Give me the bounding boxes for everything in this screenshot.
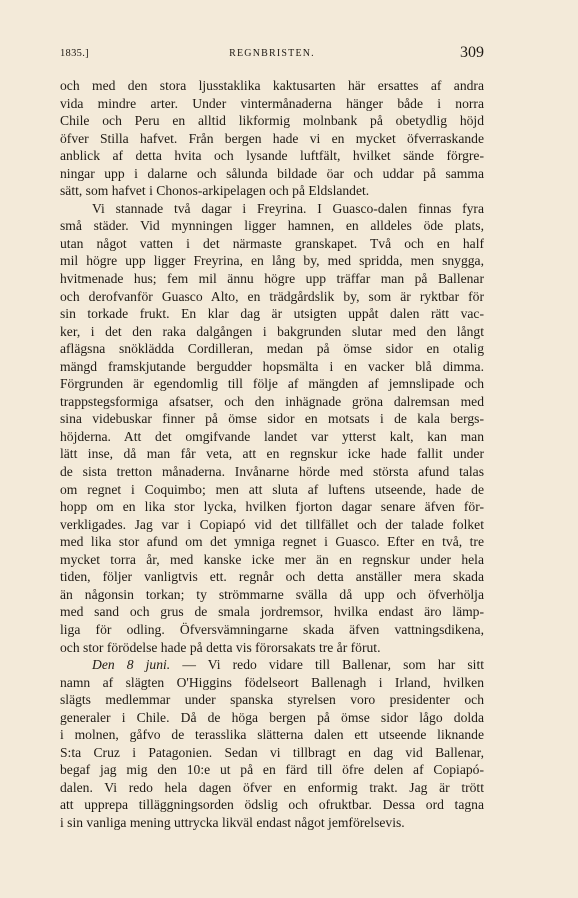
text-line: namn af slägten O'Higgins födelseort Ballenagh i Irland, hvilken [60,674,484,690]
date-heading: Den 8 juni. [92,657,171,673]
header-year: 1835.] [60,48,89,59]
text-line-remainder: — Vi redo vidare till Ballenar, som har sitt [182,657,485,673]
text-line: Vi stannade två dagar i Freyrina. I Guasco-dalen finnas fyra [92,200,484,216]
text-line: sina videbuskar finner på ömse sidor en motsats i de kala bergs- [60,411,484,427]
text-line: dalen. Vi redo hela dagen öfver en enformig trakt. Jag är trött [60,779,484,795]
text-line: aflägsna snöklädda Cordilleran, medan på ömse sidor en otalig [60,341,484,357]
text-line: Förgrunden är egendomlig till följe af mängden af jemnslipade och [60,376,484,392]
text-line: än någonsin torkan; ty strömmarne svälla då upp och öfverhölja [60,586,484,602]
text-line: liga för odling. Öfversvämningarne skada äfven vattningsdikena, [60,621,484,637]
text-line: med sand och grus de smala jordremsor, hvilka endast äro lämp- [60,604,484,620]
text-line: sin torkade frukt. En klar dag är utsigten uppåt dalen rätt vac- [60,306,484,322]
page-number: 309 [460,44,484,61]
text-line: vida mindre arter. Under vintermånaderna hänger både i norra [60,95,484,111]
running-header [60,44,484,66]
text-line: lätt inse, då man får veta, att en regnskur icke hade fallit under [60,446,484,462]
text-line: S:ta Cruz i Patagonien. Sedan vi tillbragt en dag vid Ballenar, [60,744,484,760]
text-line: små städer. Vid mynningen ligger hamnen, en alldeles öde plats, [60,218,484,234]
text-line: hopp om en lika stor lycka, hvilken fjorton dagar senare äfven för- [60,499,484,515]
text-line: ker, i det den raka dalgången i bakgrunden slutar med den långt [60,323,484,339]
text-line: de sista tretton månaderna. Invånarne hörde med största afund talas [60,464,484,480]
text-line: att upprepa tilläggningsorden ödslig och ofruktbar. Dessa ord tagna [60,797,484,813]
text-line: med lika stor afund om det ymniga regnet i Guasco. Efter en två, tre [60,534,484,550]
text-line: anblick af detta hvita och lysande luftfält, hvilket sände förgre- [60,148,484,164]
text-line: mycket torra år, med kanske icke mer än en regnskur under hela [60,551,484,567]
text-line: sätt, som hafvet i Chonos-arkipelagen och på Eldslandet. [60,183,370,199]
text-line: ningar upp i dalarne och sålunda bildade öar och uddar på samma [60,165,484,181]
text-line: och derofvanför Guasco Alto, en trädgårdslik by, som är ryktbar för [60,288,484,304]
text-line: i molnen, gåfvo de terasslika slätterna dalen ett utseende liknande [60,727,484,743]
text-line: hvitmenade hus; fem mil ännu högre upp träffar man på Ballenar [60,271,484,287]
text-line: höjderna. Att det omgifvande landet var ytterst kalt, kan man [60,428,484,444]
text-line: mil högre upp ligger Freyrina, en lång by, med spridda, men snygga, [60,253,484,269]
text-line: Chile och Peru en alltid likformig molnbank på obetydlig höjd [60,113,484,129]
text-line: trappstegsformiga afsatser, och den inhägnade gröna dalremsan med [60,393,484,409]
text-line: begaf jag mig den 10:e ut på en färd till öfre delen af Copiapó- [60,762,484,778]
text-line: slägts medlemmar under spanska styrelsen voro presidenter och [60,692,484,708]
text-line: utan något vatten i det närmaste granskapet. Två och en half [60,235,484,251]
text-line: mängd framskjutande bergudder hopsmälta i en vacker blå dimma. [60,358,484,374]
text-line: om regnet i Coquimbo; men att sluta af luftens utseende, hade de [60,481,484,497]
text-line: i sin vanliga mening uttrycka likväl endast något jemförelsevis. [60,814,405,830]
text-line: öfver Stilla hafvet. Från bergen hade vi en mycket öfverraskande [60,130,484,146]
text-line: och stor förödelse hade på detta vis förorsakats tre år förut. [60,639,381,655]
text-line: tiden, följer vanligtvis ett. regnår och detta anställer mera skada [60,569,484,585]
text-line: och med den stora ljusstaklika kaktusarten här ersattes af andra [60,78,484,93]
header-title: REGNBRISTEN. [229,48,315,59]
text-line: verkligades. Jag var i Copiapó vid det tillfället och der talade folket [60,516,484,532]
body-text [60,77,484,832]
text-line-with-date [60,656,484,674]
text-line: generaler i Chile. Då de höga bergen på ömse sidor lågo dolda [60,709,484,725]
